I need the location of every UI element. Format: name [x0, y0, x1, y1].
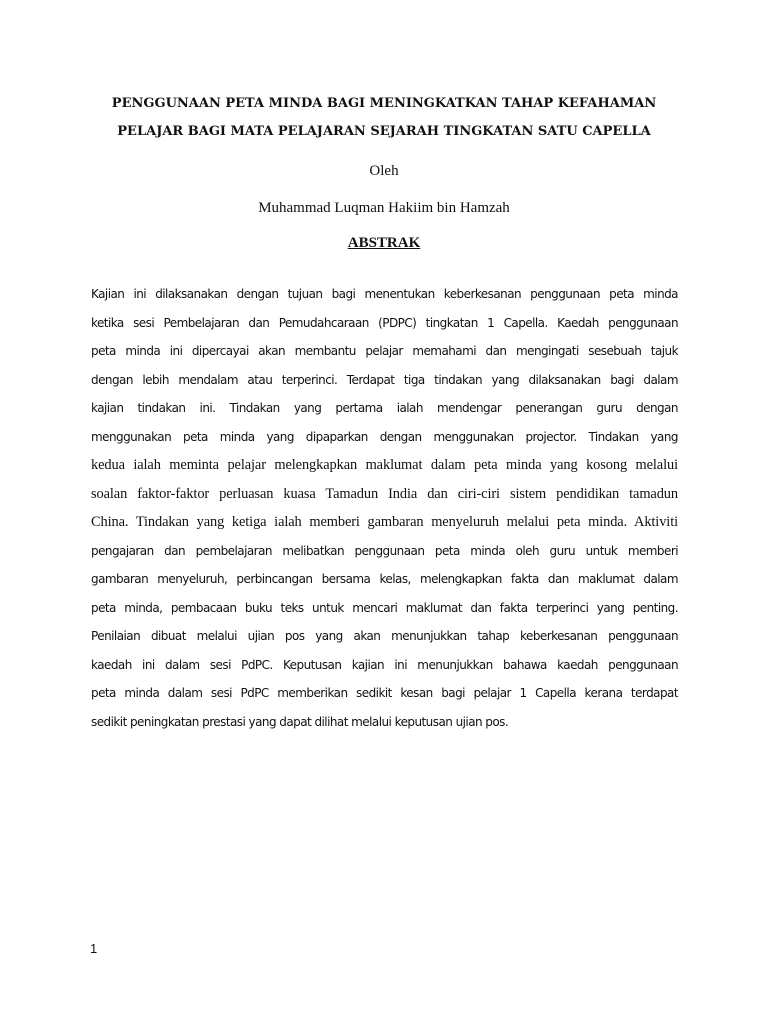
abstract-line: Kajian ini dilaksanakan dengan tujuan bagi menentukan keberkesanan penggunaan peta minda — [91, 287, 678, 301]
abstract-line: peta minda dalam sesi PdPC memberikan sedikit kesan bagi pelajar 1 Capella kerana terdapat — [91, 686, 678, 700]
author-name: Muhammad Luqman Hakiim bin Hamzah — [258, 200, 510, 216]
title-line: PENGGUNAAN PETA MINDA BAGI MENINGKATKAN TAHAP KEFAHAMAN — [111, 96, 657, 111]
abstract-line: Penilaian dibuat melalui ujian pos yang akan menunjukkan tahap keberkesanan penggunaan — [91, 629, 678, 643]
abstract-line: kaedah ini dalam sesi PdPC. Keputusan kajian ini menunjukkan bahawa kaedah penggunaan — [91, 657, 678, 672]
abstract-line: dengan lebih mendalam atau terperinci. Terdapat tiga tindakan yang dilaksanakan bagi dalam — [91, 372, 678, 387]
page-number: 1 — [90, 941, 98, 956]
abstract-line: kedua ialah meminta pelajar melengkapkan maklumat dalam peta minda yang kosong melalui — [91, 457, 678, 473]
abstract-heading: ABSTRAK — [347, 235, 421, 251]
abstract-line: menggunakan peta minda yang dipaparkan dengan menggunakan projector. Tindakan yang — [91, 429, 678, 444]
abstract-line: peta minda ini dipercayai akan membantu pelajar memahami dan mengingati sesebuah tajuk — [91, 344, 678, 358]
abstract-line: soalan faktor-faktor perluasan kuasa Tamadun India dan ciri-ciri sistem pendidikan tamadun — [91, 485, 678, 502]
abstract-line: gambaran menyeluruh, perbincangan bersama kelas, melengkapkan fakta dan maklumat dalam — [91, 572, 678, 586]
abstract-body — [91, 280, 678, 736]
title-line: PELAJAR BAGI MATA PELAJARAN SEJARAH TINGKATAN SATU CAPELLA — [117, 124, 651, 139]
abstract-line: ketika sesi Pembelajaran dan Pemudahcaraan (PDPC) tingkatan 1 Capella. Kaedah penggunaan — [91, 315, 678, 330]
document-title — [60, 90, 708, 146]
abstract-line: China. Tindakan yang ketiga ialah memberi gambaran menyeluruh melalui peta minda. Aktiviti — [91, 514, 678, 530]
abstract-line: sedikit peningkatan prestasi yang dapat dilihat melalui keputusan ujian pos. — [91, 714, 509, 729]
abstract-line: pengajaran dan pembelajaran melibatkan penggunaan peta minda oleh guru untuk memberi — [91, 543, 678, 558]
abstract-line: kajian tindakan ini. Tindakan yang pertama ialah mendengar penerangan guru dengan — [91, 401, 678, 415]
abstract-line: peta minda, pembacaan buku teks untuk mencari maklumat dan fakta terperinci yang penting. — [91, 600, 678, 615]
by-label: Oleh — [369, 163, 399, 179]
